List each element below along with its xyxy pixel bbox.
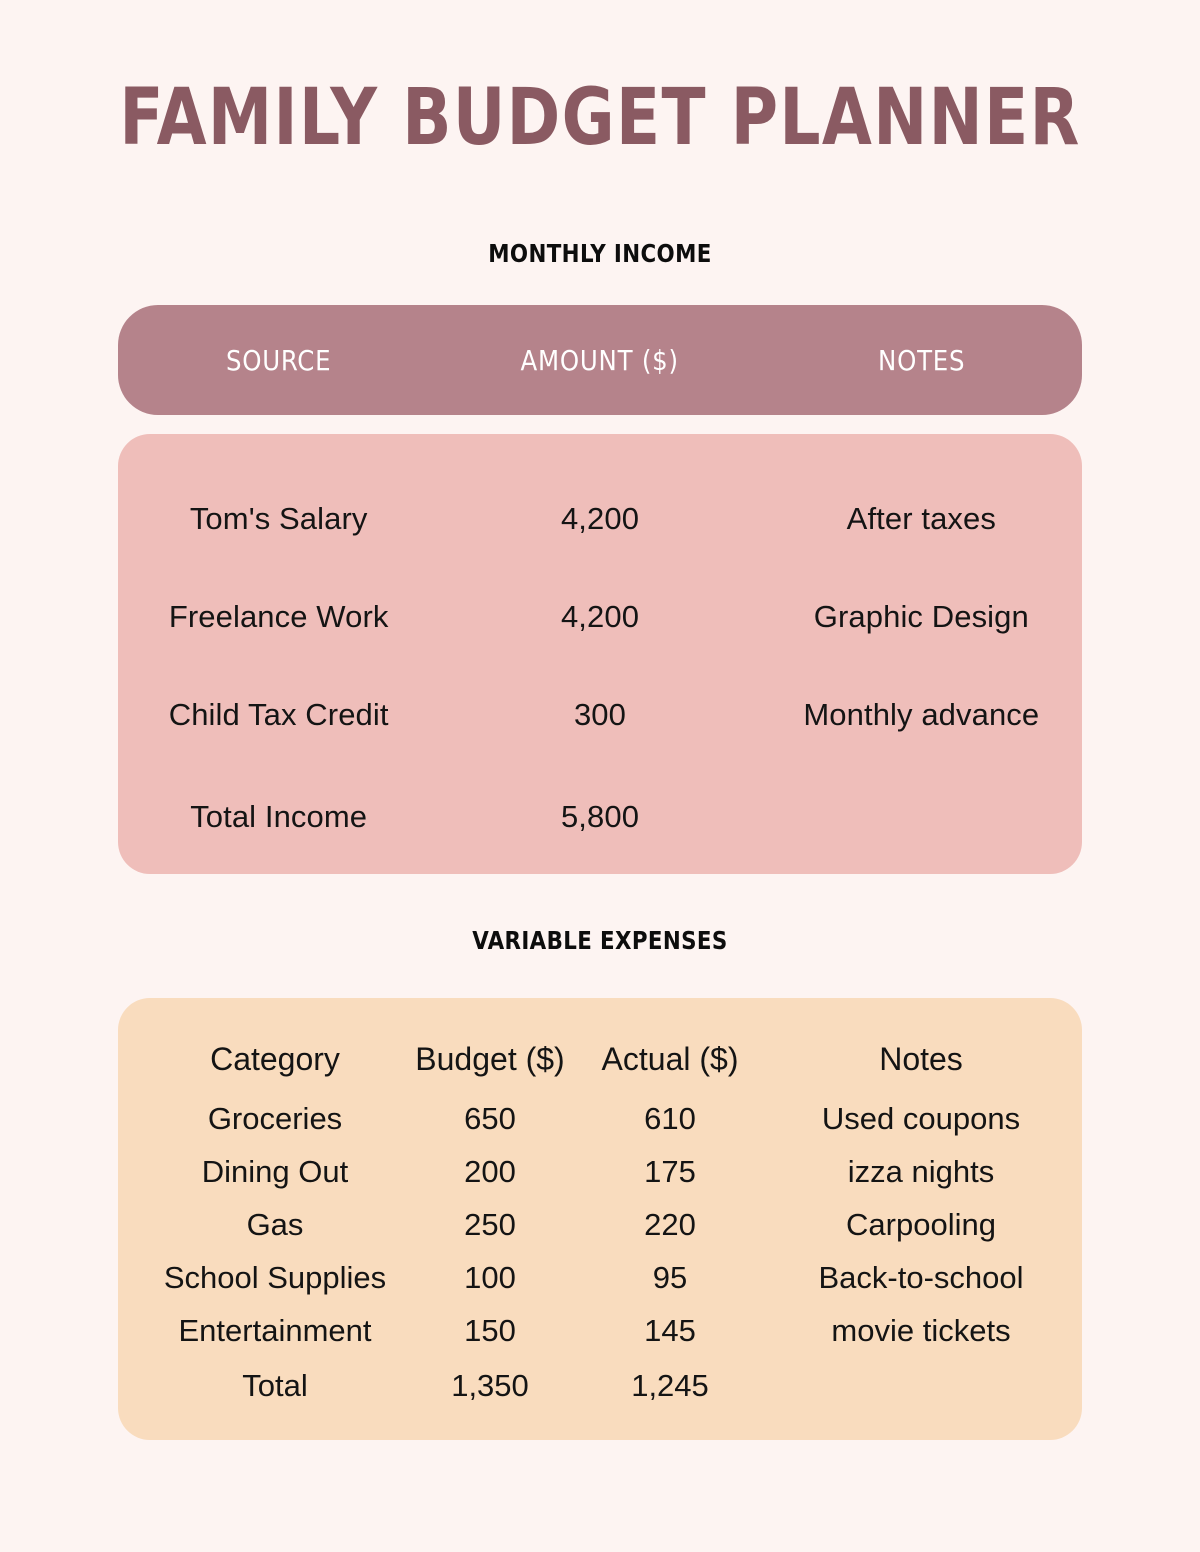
expense-column-header-budget: Budget ($) [415,1040,565,1077]
expense-table [118,998,1082,1440]
income-total-row [118,768,1082,866]
expense-cell-budget: 200 [464,1153,516,1189]
expense-cell-category: Gas [246,1206,304,1242]
table-row [118,1251,1082,1304]
expense-cell-actual: 220 [644,1206,696,1242]
table-row [118,666,1082,764]
table-row [118,1145,1082,1198]
income-cell-notes: After taxes [846,501,996,536]
expense-cell-category: Entertainment [178,1312,372,1348]
table-row [118,1304,1082,1357]
income-table-body [118,434,1082,874]
expense-cell-category: Total [242,1367,308,1403]
expense-cell-category: School Supplies [163,1259,387,1295]
expense-cell-notes: Used coupons [821,1100,1021,1136]
expense-cell-budget: 150 [464,1312,516,1348]
income-column-header-source: SOURCE [225,343,332,377]
table-row [118,1198,1082,1251]
income-cell-source: Tom's Salary [189,501,368,536]
table-row [118,1092,1082,1145]
page-title: FAMILY BUDGET PLANNER [119,73,1081,163]
expense-cell-notes: izza nights [847,1153,995,1189]
income-table-header-row [118,305,1082,415]
expense-column-header-actual: Actual ($) [601,1040,739,1077]
expense-cell-actual: 1,245 [631,1367,709,1403]
expense-cell-category: Dining Out [201,1153,349,1189]
income-cell-notes: Graphic Design [813,599,1029,634]
expense-column-header-notes: Notes [879,1040,963,1077]
income-cell-source: Freelance Work [168,599,389,634]
income-cell-amount: 300 [573,697,626,732]
expense-cell-budget: 1,350 [451,1367,529,1403]
income-column-header-amount: AMOUNT ($) [520,343,680,377]
expense-cell-budget: 650 [464,1100,516,1136]
expense-table-header-row [118,1026,1082,1092]
expense-cell-actual: 95 [652,1259,688,1295]
expense-cell-actual: 610 [644,1100,696,1136]
expense-cell-notes: movie tickets [831,1312,1011,1348]
expense-cell-budget: 100 [464,1259,516,1295]
expense-cell-notes: Carpooling [846,1206,996,1242]
income-cell-notes: Monthly advance [803,697,1040,732]
expense-total-row [118,1359,1082,1412]
income-cell-source: Total Income [190,799,368,834]
income-column-header-notes: NOTES [877,343,965,377]
expense-cell-category: Groceries [207,1100,343,1136]
expense-section-caption: VARIABLE EXPENSES [472,926,728,955]
expense-cell-notes: Back-to-school [818,1259,1024,1295]
income-cell-amount: 4,200 [560,501,640,536]
income-cell-amount: 4,200 [560,599,640,634]
table-row [118,470,1082,568]
expense-cell-actual: 145 [644,1312,696,1348]
table-row [118,568,1082,666]
expense-column-header-category: Category [210,1040,340,1077]
expense-cell-actual: 175 [644,1153,696,1189]
income-cell-source: Child Tax Credit [168,697,389,732]
expense-cell-budget: 250 [464,1206,516,1242]
income-cell-amount: 5,800 [560,799,640,834]
income-section-caption: MONTHLY INCOME [488,239,712,268]
